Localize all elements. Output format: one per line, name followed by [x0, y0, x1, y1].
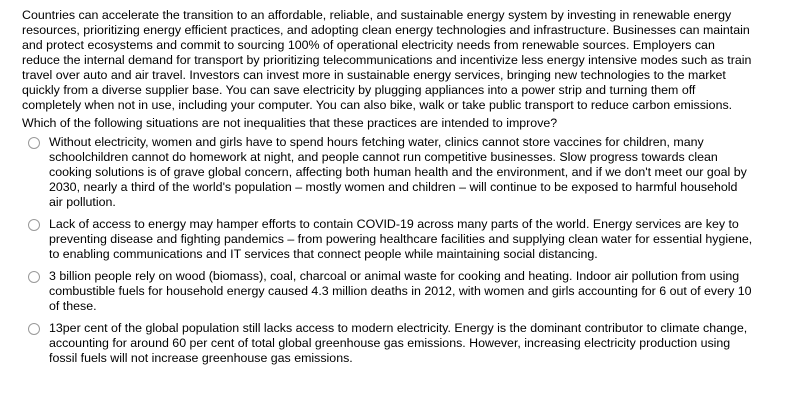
answer-option-text: 3 billion people rely on wood (biomass), coal, charcoal or animal waste for cooking and heating. Indoor air pollution from using combustible fuels for household energy caused 4.3 million deaths in 2012, with women and girls accounting for 6 out of every 10 of these.	[49, 269, 752, 313]
answer-option-3[interactable]	[22, 269, 798, 314]
answer-option-text: 13per cent of the global population still lacks access to modern electricity. Energy is the dominant contributor to climate change, accounting for around 60 per cent of total global greenhouse gas emissions. However, increasing electricity production using fossil fuels will not increase greenhouse gas emissions.	[49, 321, 748, 365]
answer-option-text: Lack of access to energy may hamper efforts to contain COVID-19 across many parts of the world. Energy services are key to preventing disease and fighting pandemics – from powering healthcare facilities and supplying clean water for essential hygiene, to enabling communications and IT services that connect people while maintaining social distancing.	[49, 217, 753, 261]
answer-options	[22, 135, 798, 366]
answer-option-1[interactable]	[22, 135, 798, 210]
passage-text: Countries can accelerate the transition to an affordable, reliable, and sustainable energy system by investing in renewable energy resources, prioritizing energy efficient practices, and adopting clean energy technologies and infrastructure. Businesses can maintain and protect ecosystems and commit to sourcing 100% of operational electricity needs from renewable sources. Employers can reduce the internal demand for transport by prioritizing telecommunications and incentivize less energy intensive modes such as train travel over auto and air travel. Investors can invest more in sustainable energy services, bringing new technologies to the market quickly from a diverse supplier base. You can save electricity by plugging appliances into a power strip and turning them off completely when not in use, including your computer. You can also bike, walk or take public transport to reduce carbon emissions.	[22, 8, 752, 112]
radio-button-4[interactable]	[28, 323, 40, 335]
radio-button-2[interactable]	[28, 219, 40, 231]
radio-button-3[interactable]	[28, 271, 40, 283]
answer-option-text: Without electricity, women and girls have to spend hours fetching water, clinics cannot store vaccines for children, many schoolchildren cannot do homework at night, and people cannot run competitive businesses. Slow progress towards clean cooking solutions is of grave global concern, affecting both human health and the environment, and if we don't meet our goal by 2030, nearly a third of the world's population – mostly women and children – will continue to be exposed to harmful household air pollution.	[49, 135, 747, 209]
radio-button-1[interactable]	[28, 137, 40, 149]
answer-option-4[interactable]	[22, 321, 798, 366]
answer-option-2[interactable]	[22, 217, 798, 262]
question-prompt: Which of the following situations are not inequalities that these practices are intended to improve?	[22, 116, 558, 130]
